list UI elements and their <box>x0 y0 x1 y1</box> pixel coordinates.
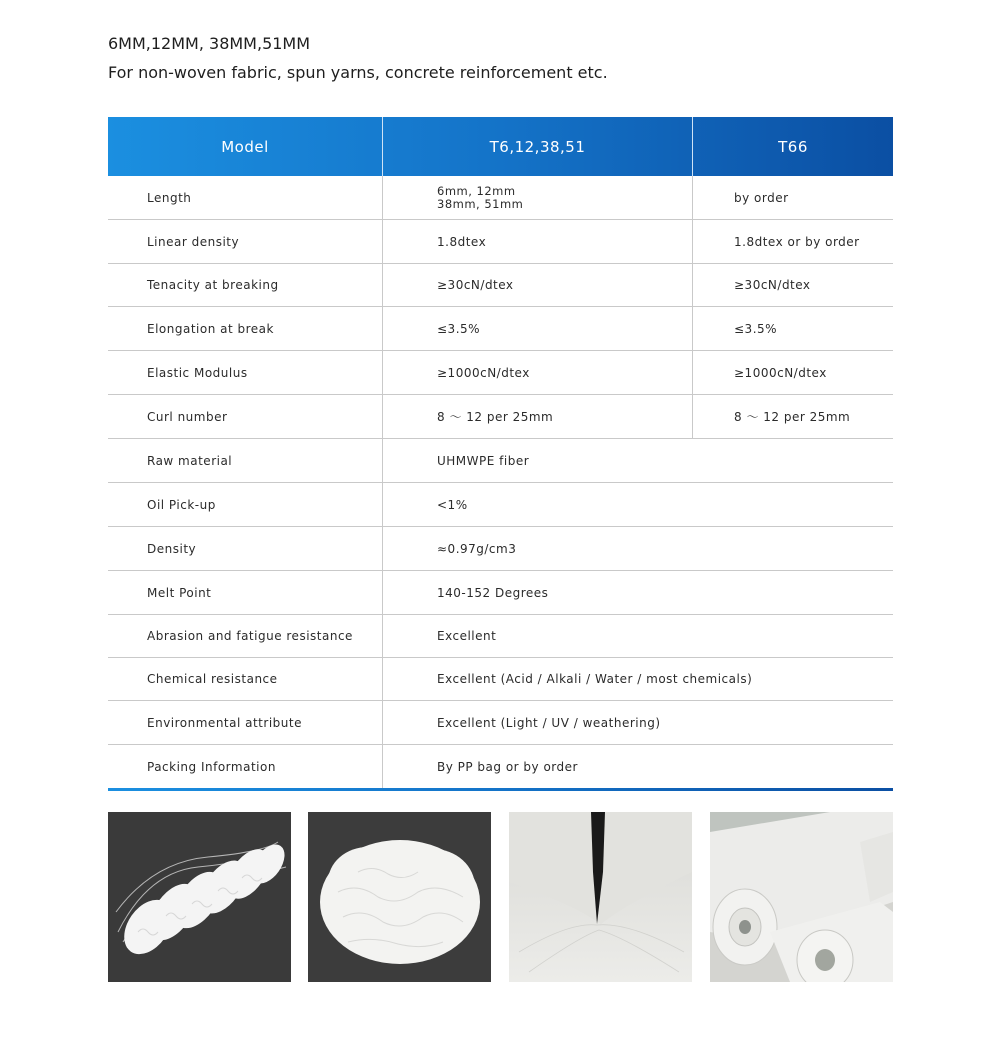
row-label: Environmental attribute <box>108 701 383 744</box>
row-value-shared: <1% <box>437 497 468 512</box>
row-label: Linear density <box>108 220 383 263</box>
row-value-t66: ≤3.5% <box>734 321 778 336</box>
product-photo-strip <box>108 812 893 982</box>
table-row <box>108 264 893 307</box>
row-label: Melt Point <box>108 571 383 614</box>
row-value-t66: ≥1000cN/dtex <box>734 365 827 380</box>
row-value-t66: 1.8dtex or by order <box>734 234 860 249</box>
row-label: Elastic Modulus <box>108 351 383 394</box>
row-label: Oil Pick-up <box>108 483 383 526</box>
row-value-t66: ≥30cN/dtex <box>734 278 811 292</box>
crimped-fiber-bundle-photo <box>108 812 291 982</box>
table-row <box>108 615 893 658</box>
row-value-t6 <box>383 176 693 219</box>
table-row <box>108 658 893 701</box>
table-row <box>108 439 893 483</box>
row-label: Density <box>108 527 383 570</box>
spec-table <box>108 117 893 791</box>
row-label: Length <box>108 176 383 219</box>
row-value-shared: Excellent (Light / UV / weathering) <box>437 715 661 730</box>
length-value-line2: 38mm, 51mm <box>437 196 524 211</box>
table-row <box>108 571 893 615</box>
table-bottom-rule <box>108 788 893 791</box>
row-value-t6: ≤3.5% <box>383 307 693 350</box>
table-row <box>108 701 893 745</box>
table-row <box>108 745 893 788</box>
table-row <box>108 483 893 527</box>
table-header-row <box>108 117 893 176</box>
fluffy-fiber-pile-photo <box>308 812 491 982</box>
spec-lengths-title: 6MM,12MM, 38MM,51MM <box>108 34 311 53</box>
row-label: Chemical resistance <box>108 658 383 700</box>
row-value-t6: ≥30cN/dtex <box>383 264 693 306</box>
header-model-t6: T6,12,38,51 <box>383 117 693 176</box>
nonwoven-felt-cut-photo <box>509 812 692 982</box>
row-value-shared: By PP bag or by order <box>437 759 578 774</box>
row-value-shared: ≈0.97g/cm3 <box>437 541 517 556</box>
application-subtitle: For non-woven fabric, spun yarns, concrete reinforcement etc. <box>108 63 608 82</box>
row-value-t6: 1.8dtex <box>383 220 693 263</box>
row-value-t66: 8 ～ 12 per 25mm <box>734 410 851 424</box>
nonwoven-fabric-rolls-photo <box>710 812 893 982</box>
row-value-shared: Excellent <box>437 629 497 643</box>
row-label: Packing Information <box>108 745 383 788</box>
row-value-t6: ≥1000cN/dtex <box>383 351 693 394</box>
row-value-shared: 140-152 Degrees <box>437 585 549 600</box>
header-model-t66: T66 <box>778 137 808 156</box>
row-value-t66: by order <box>734 190 789 205</box>
row-label: Raw material <box>108 439 383 482</box>
table-row <box>108 527 893 571</box>
table-row <box>108 395 893 439</box>
row-label: Curl number <box>108 395 383 438</box>
table-row <box>108 176 893 220</box>
page-heading <box>108 34 608 83</box>
row-value-shared: Excellent (Acid / Alkali / Water / most chemicals) <box>437 672 753 686</box>
row-value-shared: UHMWPE fiber <box>437 453 530 468</box>
row-value-t6: 8 ～ 12 per 25mm <box>383 395 693 438</box>
row-label: Abrasion and fatigue resistance <box>108 615 383 657</box>
row-label: Tenacity at breaking <box>108 264 383 306</box>
header-model: Model <box>108 117 383 176</box>
table-row <box>108 307 893 351</box>
length-value-line1: 6mm, 12mm <box>437 183 516 198</box>
table-row <box>108 220 893 264</box>
table-row <box>108 351 893 395</box>
row-label: Elongation at break <box>108 307 383 350</box>
